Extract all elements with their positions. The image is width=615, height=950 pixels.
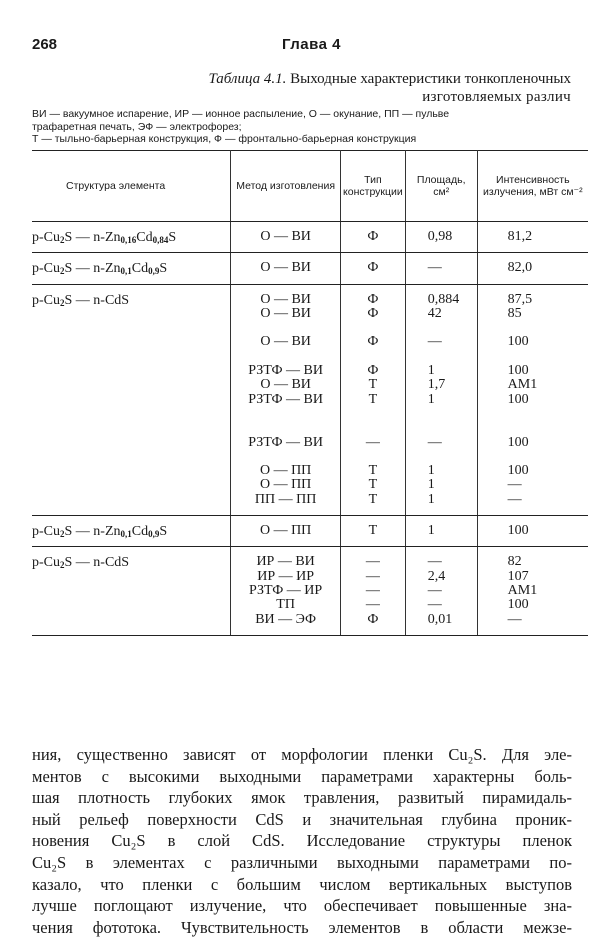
- structure-part: Cd: [131, 524, 149, 540]
- structure-part: S — n-Zn: [64, 230, 121, 245]
- type-value: —: [365, 597, 380, 613]
- header-structure: Структура элемента: [32, 151, 231, 222]
- structure-part: S — n-CdS: [64, 555, 130, 571]
- intensity-value: AM1: [507, 377, 538, 393]
- area-value: 42: [427, 305, 442, 321]
- abbreviation-line: Т — тыльно-барьерная конструкция, Ф — фронтально-барьерная конструкция: [32, 133, 417, 145]
- abbreviation-line: ВИ — вакуумное испарение, ИР — ионное распыление, О — окунание, ПП — пульве: [32, 108, 450, 120]
- structure-part: 0,9: [148, 266, 160, 277]
- method-value: ИР — ВИ: [256, 554, 315, 570]
- type-value: [341, 407, 405, 421]
- intensity-value: 100: [507, 523, 529, 539]
- characteristics-table: [32, 150, 588, 636]
- method-value: [231, 421, 340, 435]
- method-value: РЗТФ — ВИ: [248, 391, 323, 407]
- header-area: Площадь, см²: [405, 151, 477, 222]
- paragraph-line: лучше поглощают излучение, что обеспечивает повышенные зна-: [32, 896, 572, 916]
- paragraph-line: Cu₂S в элементах с различными выходными параметрами по-: [32, 852, 572, 872]
- method-value: О — ПП: [259, 523, 312, 539]
- structure-part: S: [168, 230, 177, 245]
- method-value: О — ВИ: [260, 334, 311, 350]
- area-value: [406, 421, 477, 435]
- method-value: О — ПП: [259, 463, 312, 479]
- structure-part: 0,1: [120, 266, 132, 277]
- header-intensity: Интенсивность излучения, мВт см⁻²: [477, 151, 588, 222]
- intensity-value: —: [507, 611, 522, 627]
- structure-part: p-Cu: [32, 261, 60, 277]
- type-value: Т: [368, 477, 378, 493]
- intensity-value: 100: [507, 391, 529, 407]
- method-value: [231, 350, 340, 364]
- intensity-value: 100: [507, 463, 529, 479]
- structure-part: S — n-Zn: [64, 524, 121, 540]
- area-value: [406, 350, 477, 364]
- area-value: 1: [427, 391, 435, 407]
- method-value: О — ВИ: [260, 305, 311, 321]
- table-row: [32, 222, 588, 253]
- header-type: Тип конструкции: [341, 151, 406, 222]
- structure-part: Cd: [136, 230, 153, 245]
- area-value: [406, 407, 477, 421]
- method-value: [231, 450, 340, 464]
- structure-cell: [32, 222, 231, 253]
- intensity-value: [478, 407, 588, 421]
- structure-part: 2: [60, 560, 65, 571]
- chapter-title: Глава 4: [282, 36, 342, 53]
- method-cell: [231, 547, 341, 635]
- intensity-value: 100: [507, 597, 529, 613]
- structure-part: 2: [60, 529, 65, 540]
- area-value: 0,884: [427, 291, 460, 307]
- structure-part: Cd: [131, 261, 149, 277]
- paragraph-line: ния, существенно зависят от морфологии пленки Cu₂S. Для эле-: [32, 745, 572, 764]
- structure-part: p-Cu: [32, 292, 60, 308]
- area-value: 1: [427, 491, 435, 507]
- area-cell: [405, 222, 477, 253]
- area-value: [406, 321, 477, 335]
- area-cell: [405, 516, 477, 547]
- structure-part: S — n-Zn: [64, 261, 121, 277]
- type-value: Т: [368, 491, 378, 507]
- type-cell: [341, 516, 406, 547]
- type-value: —: [365, 582, 380, 598]
- structure-part: p-Cu: [32, 524, 60, 540]
- area-value: [406, 450, 477, 464]
- structure-part: S: [159, 261, 168, 277]
- method-cell: [231, 222, 341, 253]
- intensity-value: 85: [507, 305, 522, 321]
- intensity-cell: [477, 284, 588, 515]
- type-cell: [341, 253, 406, 284]
- intensity-value: 100: [507, 434, 529, 450]
- type-value: [341, 421, 405, 435]
- paragraph-line: ный рельеф поверхности CdS и значительная глубина проник-: [32, 809, 572, 829]
- area-value: —: [427, 597, 442, 613]
- method-value: РЗТФ — ВИ: [248, 434, 323, 450]
- method-value: О — ПП: [259, 477, 312, 493]
- method-value: РЗТФ — ИР: [249, 582, 323, 598]
- intensity-cell: [477, 516, 588, 547]
- type-value: Т: [368, 391, 378, 407]
- abbreviation-line: трафаретная печать, ЭФ — электрофорез;: [32, 120, 242, 133]
- intensity-value: 82,0: [507, 260, 533, 276]
- area-value: 1: [427, 463, 435, 479]
- table-row: [32, 253, 588, 284]
- structure-part: S: [159, 524, 168, 540]
- method-value: [231, 321, 340, 335]
- table-body: [32, 222, 588, 636]
- intensity-value: [478, 421, 588, 435]
- area-value: —: [427, 582, 442, 598]
- area-value: 0,98: [427, 229, 453, 244]
- method-value: [231, 407, 340, 421]
- paragraph-line: казало, что пленки с большим числом вертикальных выступов: [32, 874, 572, 894]
- method-cell: [231, 516, 341, 547]
- method-cell: [231, 253, 341, 284]
- type-value: Т: [368, 377, 378, 393]
- paragraph-line: чения фототока. Чувствительность элементов в области межзе-: [32, 917, 572, 937]
- structure-part: S — n-CdS: [64, 292, 130, 308]
- structure-part: 2: [60, 297, 65, 308]
- method-cell: [231, 284, 341, 515]
- method-value: О — ВИ: [260, 291, 311, 307]
- structure-part: p-Cu: [32, 230, 60, 245]
- intensity-value: —: [507, 491, 522, 507]
- intensity-value: —: [507, 477, 522, 493]
- structure-part: 0,84: [152, 235, 169, 245]
- area-value: —: [427, 260, 442, 276]
- area-value: 1: [427, 477, 435, 493]
- intensity-value: 100: [507, 334, 529, 350]
- intensity-value: [478, 450, 588, 464]
- intensity-cell: [477, 547, 588, 635]
- table-row: [32, 547, 588, 635]
- paragraph-line: шая плотность глубоких ямок травления, развитый пирамидаль-: [32, 788, 572, 808]
- intensity-value: [478, 321, 588, 335]
- area-value: 1,7: [427, 377, 446, 393]
- area-value: —: [427, 334, 442, 350]
- type-value: Ф: [367, 229, 379, 244]
- type-value: Ф: [367, 363, 379, 379]
- intensity-value: 81,2: [507, 229, 533, 244]
- type-cell: [341, 284, 406, 515]
- area-cell: [405, 284, 477, 515]
- area-cell: [405, 547, 477, 635]
- area-value: 0,01: [427, 611, 453, 627]
- area-cell: [405, 253, 477, 284]
- type-value: Ф: [367, 611, 379, 627]
- intensity-cell: [477, 253, 588, 284]
- structure-cell: [32, 253, 231, 284]
- type-value: [341, 321, 405, 335]
- type-value: Ф: [367, 305, 379, 321]
- table-caption: [208, 71, 571, 88]
- structure-cell: [32, 516, 231, 547]
- method-value: ТП: [276, 597, 295, 613]
- method-value: ИР — ИР: [257, 568, 315, 584]
- paragraph-line: ментов с высокими выходными параметрами характерны боль-: [32, 766, 572, 786]
- type-cell: [341, 547, 406, 635]
- method-value: ПП — ПП: [254, 491, 317, 507]
- type-value: [341, 350, 405, 364]
- method-value: ВИ — ЭФ: [255, 611, 317, 627]
- type-value: —: [365, 554, 380, 570]
- table-caption-line1: Выходные характеристики тонкопленочных: [290, 71, 571, 87]
- type-value: —: [365, 568, 380, 584]
- structure-part: 2: [60, 266, 65, 277]
- abbreviations: [32, 108, 572, 146]
- table-caption-label: Таблица 4.1.: [208, 71, 287, 87]
- intensity-value: 87,5: [507, 291, 533, 307]
- type-value: Т: [368, 523, 378, 539]
- type-value: [341, 450, 405, 464]
- body-paragraph: [32, 744, 572, 938]
- intensity-value: [478, 350, 588, 364]
- method-value: О — ВИ: [260, 377, 311, 393]
- intensity-value: 107: [507, 568, 529, 584]
- structure-part: 0,1: [120, 529, 132, 540]
- structure-part: 0,9: [148, 529, 160, 540]
- page-number: 268: [32, 36, 58, 53]
- type-value: Ф: [367, 260, 379, 276]
- type-value: Ф: [367, 334, 379, 350]
- method-value: О — ВИ: [260, 260, 311, 276]
- intensity-value: 100: [507, 363, 529, 379]
- type-value: Ф: [367, 291, 379, 307]
- intensity-value: 82: [507, 554, 522, 570]
- structure-cell: [32, 547, 231, 635]
- header-method: Метод изготовления: [231, 151, 341, 222]
- structure-part: 2: [60, 235, 65, 245]
- method-value: О — ВИ: [260, 229, 311, 244]
- intensity-value: AM1: [507, 582, 538, 598]
- paragraph-line: новения Cu₂S в слой CdS. Исследование структуры пленок: [32, 831, 572, 851]
- structure-cell: [32, 284, 231, 515]
- structure-part: p-Cu: [32, 555, 60, 571]
- area-value: —: [427, 554, 442, 570]
- method-value: РЗТФ — ВИ: [248, 363, 323, 379]
- table-caption-line2: изготовляемых различ: [422, 89, 571, 105]
- table-row: [32, 516, 588, 547]
- type-cell: [341, 222, 406, 253]
- type-value: —: [365, 434, 380, 450]
- area-value: —: [427, 434, 442, 450]
- area-value: 2,4: [427, 568, 446, 584]
- intensity-cell: [477, 222, 588, 253]
- area-value: 1: [427, 363, 435, 379]
- structure-part: 0,16: [120, 235, 137, 245]
- type-value: Т: [368, 463, 378, 479]
- area-value: 1: [427, 523, 435, 539]
- table-row: [32, 284, 588, 515]
